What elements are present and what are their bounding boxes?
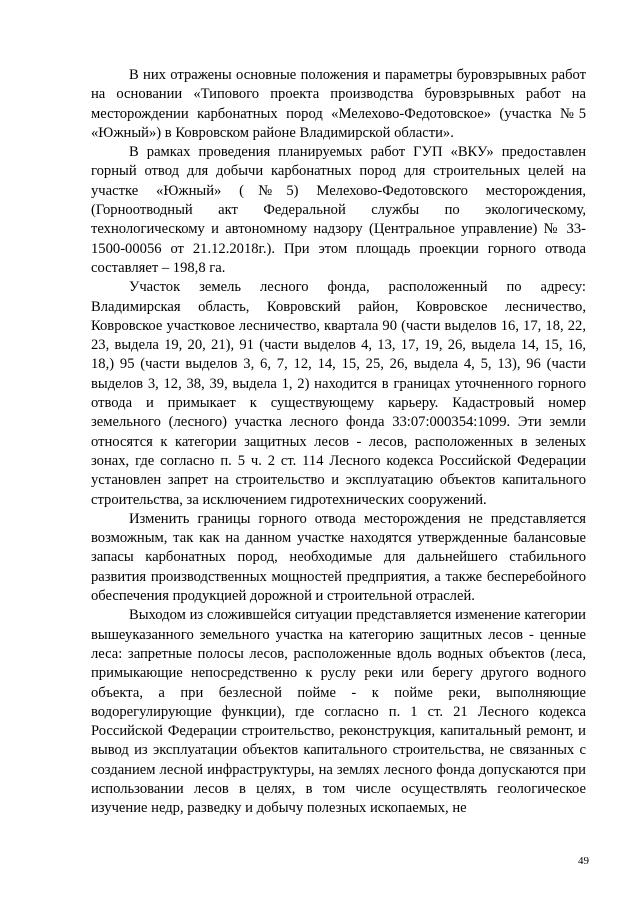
paragraph-3: Участок земель лесного фонда, расположенный по адресу: Владимирская область, Ковровский район, Ковровское лесничество, Ковровское участковое лесничество, квартала 90 (части выделов 16, 17, 18, 22, 23, выдела 19, 20, 21), 91 (части выделов 4, 13, 17, 19, 26, выдела 14, 15, 16, 18,) 95 (части выделов 3, 6, 7, 12, 14, 15, 25, 26, выдела 4, 5, 13), 96 (части выделов 3, 12, 38, 39, выдела 1, 2) находится в границах уточненного горного отвода и примыкает к существующему карьеру. Кадастровый номер земельного (лесного) участка лесного фонда 33:07:000354:1099. Эти земли относятся к категории защитных лесов - лесов, расположенных в зеленых зонах, где согласно п. 5 ч. 2 ст. 114 Лесного кодекса Российской Федерации установлен запрет на строительство и эксплуатацию объектов капитального строительства, за исключением гидротехнических сооружений.: [91, 279, 586, 508]
body-text: [91, 66, 586, 819]
paragraph-2: В рамках проведения планируемых работ ГУП «ВКУ» предоставлен горный отвод для добычи карбонатных пород для строительных целей на участке «Южный» (№5) Мелехово-Федотовского месторождения, (Горноотводный акт Федеральной службы по экологическому, технологическому и автономному надзору (Центральное управление) № 33-1500-00056 от 21.12.2018г.). При этом площадь проекции горного отвода составляет – 198,8 га.: [91, 144, 586, 276]
paragraph-1: В них отражены основные положения и параметры буровзрывных работ на основании «Типового проекта производства буровзрывных работ на месторождении карбонатных пород «Мелехово-Федотовское» (участка №5 «Южный») в Ковровском районе Владимирской области».: [91, 67, 586, 141]
page-number: 49: [578, 855, 589, 867]
paragraph-4: Изменить границы горного отвода месторождения не представляется возможным, так как на данном участке находятся утвержденные балансовые запасы карбонатных пород, необходимые для дальнейшего стабильного развития производственных мощностей предприятия, а также бесперебойного обеспечения продукцией дорожной и строительной отраслей.: [91, 510, 586, 605]
paragraph-5: Выходом из сложившейся ситуации представляется изменение категории вышеуказанного земельного участка на категорию защитных лесов - ценные леса: запретные полосы лесов, расположенные вдоль водных объектов (леса, примыкающие непосредственно к руслу реки или берегу другого водного объекта, а при безлесной пойме - к пойме реки, выполняющие водорегулирующие функции), где согласно п. 1 ст. 21 Лесного кодекса Российской Федерации строительство, реконструкция, капитальный ремонт, и вывод из эксплуатации объектов капитального строительства, не связанных с созданием лесной инфраструктуры, на землях лесного фонда допускаются при использовании лесов в целях, в том числе осуществлять геологическое изучение недр, разведку и добычу полезных ископаемых, не: [91, 607, 586, 817]
